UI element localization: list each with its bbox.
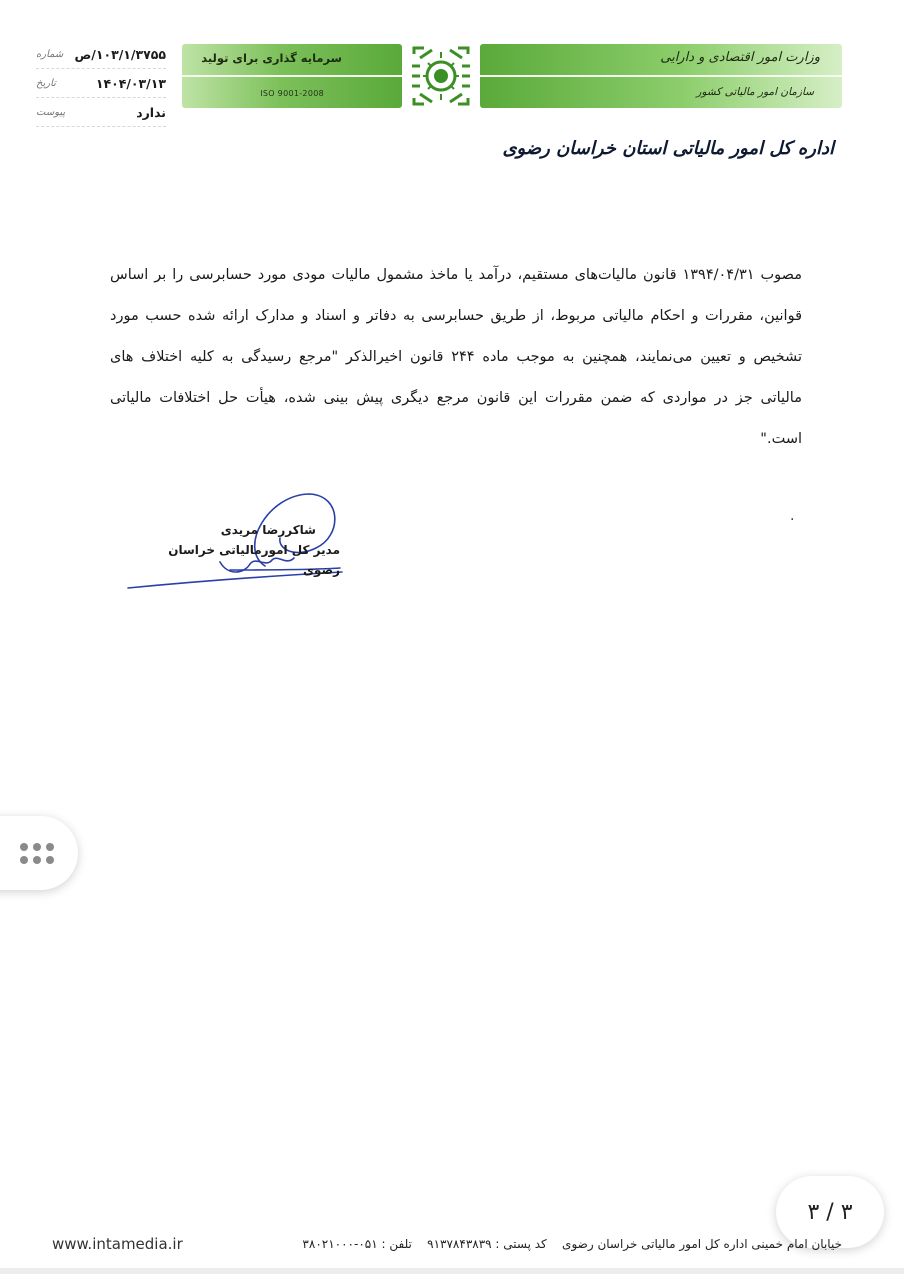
letter-date-row [36, 69, 166, 98]
footer-postal-code: ۹۱۳۷۸۴۳۸۳۹ [427, 1237, 492, 1251]
band-divider [182, 75, 402, 77]
tax-organization-logo-icon [406, 44, 476, 108]
letter-number-row [36, 40, 166, 69]
body-line: تشخیص و تعیین می‌نمایند، همچنین به موجب ماده ۲۴۴ قانون اخیرالذکر "مرجع رسیدگی به کلیه اختلاف های [110, 349, 802, 365]
header-band-left [182, 44, 402, 108]
letter-number-label: شماره [36, 48, 64, 60]
header-band-right [480, 44, 842, 108]
footer-postal-label: کد پستی : [495, 1237, 547, 1251]
slogan: سرمایه گذاری برای تولید [201, 51, 342, 65]
signer-name: شاکررضا مریدی [220, 523, 316, 537]
letter-attachment-row [36, 98, 166, 127]
letter-attachment-label: پیوست [36, 106, 66, 118]
letter-footer [52, 1232, 842, 1256]
footer-contact [302, 1237, 842, 1251]
bottom-divider [0, 1268, 904, 1274]
footer-phone: ۰۵۱-۳۸۰۲۱۰۰۰ [302, 1237, 378, 1251]
band-divider [480, 75, 842, 77]
organization-name: سازمان امور مالیاتی کشور [696, 86, 814, 98]
signer-block [150, 520, 340, 580]
signer-title: مدیر کل امورمالیاتی خراسان رضوی [168, 543, 340, 577]
iso-label: ISO 9001-2008 [260, 89, 324, 98]
body-line: قوانین، مقررات و احکام مالیاتی مربوط، از طریق حسابرسی به دفاتر و اسناد و مدارک ارائه شده حسب مورد [110, 308, 802, 324]
department-title: اداره کل امور مالیاتی استان خراسان رضوی [502, 138, 834, 159]
website-link[interactable]: www.intamedia.ir [52, 1235, 183, 1253]
letter-body [110, 255, 802, 460]
letter-date: ۱۴۰۴/۰۳/۱۳ [95, 75, 166, 91]
letter-number: ۱۰۳/۱/۳۷۵۵/ص [74, 46, 166, 62]
stray-mark: . [790, 508, 795, 524]
viewer-menu-button[interactable] [0, 816, 78, 890]
footer-phone-label: تلفن : [381, 1237, 412, 1251]
letter-meta [36, 40, 166, 127]
footer-address: خیابان امام خمینی اداره کل امور مالیاتی خراسان رضوی [562, 1237, 842, 1251]
body-line: مالیاتی جز در مواردی که ضمن مقررات این قانون مرجع دیگری پیش بینی شده، هیأت حل اختلافات مالیاتی [110, 390, 802, 406]
body-line: است." [760, 431, 802, 447]
body-line: مصوب ۱۳۹۴/۰۴/۳۱ قانون مالیات‌های مستقیم، درآمد یا ماخذ مشمول مالیات مودی مورد حسابرسی را بر اساس [110, 267, 803, 283]
ministry-name: وزارت امور اقتصادی و دارایی [660, 50, 820, 65]
letter-date-label: تاریخ [36, 77, 56, 89]
grid-dots-icon [20, 843, 54, 864]
page-indicator[interactable]: ۳ / ۳ [776, 1176, 884, 1248]
letter-attachment: ندارد [136, 104, 166, 120]
